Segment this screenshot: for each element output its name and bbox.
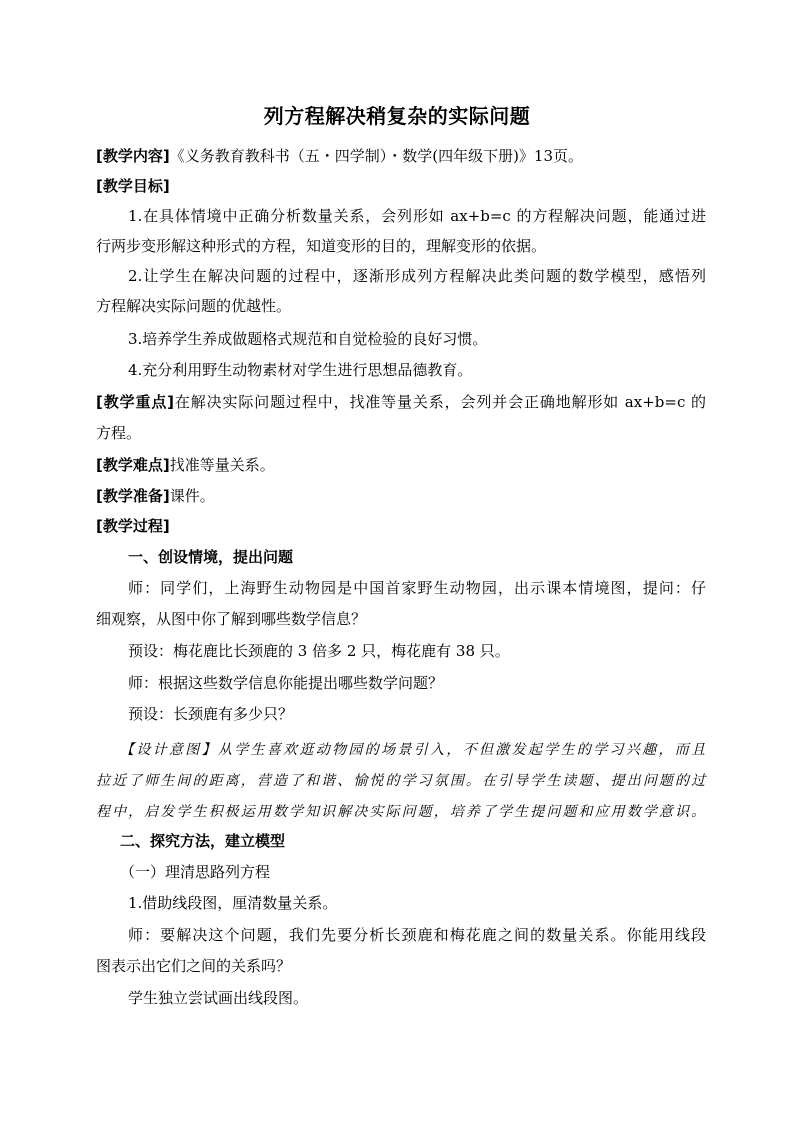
teaching-key-label: [教学重点] [96, 393, 175, 411]
paragraph-6-line-2: 图表示出它们之间的关系吗？ [96, 957, 292, 975]
teaching-key-line-1 [96, 392, 706, 412]
section-1-heading: 一、创设情境，提出问题 [128, 548, 294, 566]
teaching-content [96, 146, 706, 166]
goal-2-line-2: 方程解决实际问题的优越性。 [96, 297, 292, 315]
paragraph-5: 1.借助线段图，厘清数量关系。 [128, 894, 338, 912]
teaching-difficulty-text: 找准等量关系。 [169, 456, 275, 474]
paragraph-3: 师：根据这些数学信息你能提出哪些数学问题？ [128, 674, 444, 692]
goal-1-line-2: 行两步变形解这种形式的方程，知道变形的目的，理解变形的依据。 [96, 237, 547, 255]
teaching-key-text: 在解决实际问题过程中，找准等量关系，会列并会正确地解形如 ax+b=c 的 [174, 393, 706, 411]
design-intent-line-3: 程中，启发学生积极运用数学知识解决实际问题，培养了学生提问题和应用数学意识。 [96, 804, 706, 820]
paragraph-4: 预设：长颈鹿有多少只？ [128, 705, 294, 723]
goal-3: 3.培养学生养成做题格式规范和自觉检验的良好习惯。 [128, 330, 488, 348]
paragraph-1-line-2: 细观察，从图中你了解到哪些数学信息？ [96, 610, 367, 628]
paragraph-2: 预设：梅花鹿比长颈鹿的 3 倍多 2 只，梅花鹿有 38 只。 [128, 642, 510, 660]
teaching-difficulty [96, 455, 706, 475]
paragraph-7: 学生独立尝试画出线段图。 [128, 989, 309, 1007]
teaching-process-label: [教学过程] [96, 517, 170, 535]
document-title: 列方程解决稍复杂的实际问题 [263, 104, 531, 128]
teaching-goals-label: [教学目标] [96, 177, 170, 195]
teaching-prep-text: 课件。 [169, 487, 215, 505]
teaching-prep-label: [教学准备] [96, 487, 170, 505]
section-2-sub-heading: （一）理清思路列方程 [120, 863, 271, 881]
paragraph-6-line-1: 师：要解决这个问题，我们先要分析长颈鹿和梅花鹿之间的数量关系。你能用线段 [128, 926, 706, 944]
section-2-heading: 二、探究方法，建立模型 [120, 832, 286, 850]
teaching-key-line-2: 方程。 [96, 424, 142, 442]
teaching-prep [96, 486, 706, 506]
goal-4: 4.充分利用野生动物素材对学生进行思想品德教育。 [128, 361, 473, 379]
goal-1-line-1: 1.在具体情境中正确分析数量关系，会列形如 ax+b=c 的方程解决问题，能通过进 [128, 207, 706, 225]
goal-2-line-1: 2.让学生在解决问题的过程中，逐渐形成列方程解决此类问题的数学模型，感悟列 [128, 267, 706, 285]
paragraph-1-line-1: 师：同学们，上海野生动物园是中国首家野生动物园，出示课本情境图，提问：仔 [128, 579, 706, 597]
design-intent-line-1: 【设计意图】从学生喜欢逛动物园的场景引入，不但激发起学生的学习兴趣，而且 [120, 742, 706, 758]
teaching-content-text: 《义务教育教科书（五・四学制）・数学(四年级下册)》13页。 [169, 147, 584, 165]
design-intent-line-2: 拉近了师生间的距离，营造了和谐、愉悦的学习氛围。在引导学生读题、提出问题的过 [96, 773, 706, 789]
teaching-content-label: [教学内容] [96, 147, 170, 165]
teaching-difficulty-label: [教学难点] [96, 456, 170, 474]
